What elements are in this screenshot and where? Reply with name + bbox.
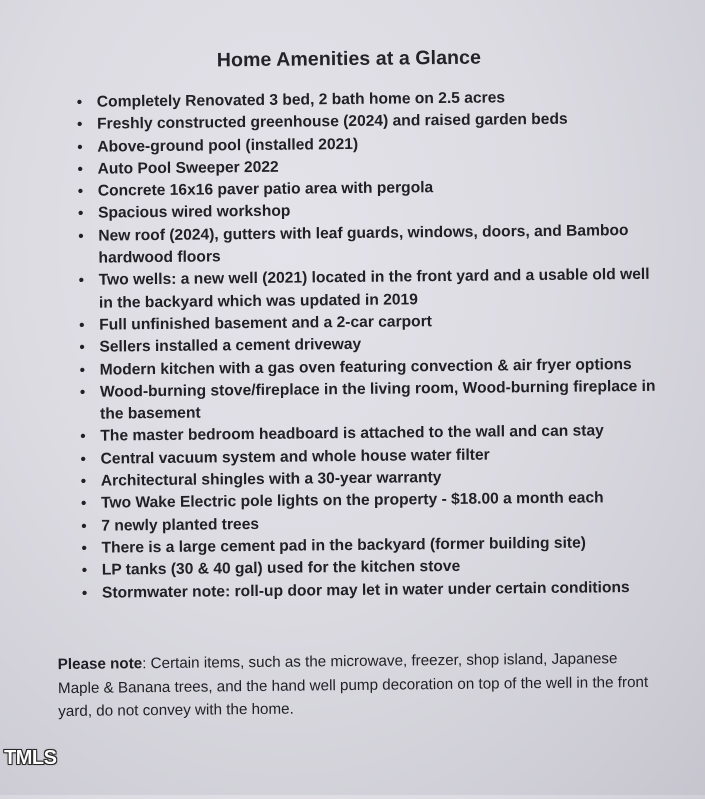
bullet-icon: • (79, 316, 85, 334)
list-item-text: LP tanks (30 & 40 gal) used for the kitchen stove (101, 558, 461, 579)
bullet-icon: • (80, 428, 86, 446)
bullet-icon: • (77, 205, 84, 223)
list-item-text: The master bedroom headboard is attached to the wall and can stay (100, 422, 604, 446)
bullet-icon: • (79, 383, 86, 401)
list-item-text: Two Wake Electric pole lights on the property - $18.00 a month each (100, 489, 604, 512)
list-item (76, 220, 656, 271)
list-item-text: Modern kitchen with a gas oven featuring convection & air fryer options (99, 355, 632, 379)
list-item-text: Auto Pool Sweeper 2022 (97, 158, 279, 178)
list-item-text: Wood-burning stove/fireplace in the living room, Wood-burning fireplace in the basement (99, 377, 656, 423)
list-item-text: Central vacuum system and whole house water filter (100, 446, 490, 468)
list-item-text: Above-ground pool (installed 2021) (97, 135, 359, 156)
tmls-watermark-logo: TMLS (4, 747, 57, 769)
list-item (78, 376, 658, 427)
list-item-text: There is a large cement pad in the backyard (former building site) (101, 534, 587, 557)
please-note-paragraph (58, 647, 659, 724)
note-label: Please note (57, 655, 143, 674)
bullet-icon: • (81, 561, 88, 580)
list-item-text: New roof (2024), gutters with leaf guards, windows, doors, and Bamboo hardwood floors (98, 221, 629, 267)
note-text: : Certain items, such as the microwave, freezer, shop island, Japanese Maple & Banana trees, and the hand well pump decoration on top of the well in the front yard, do not convey with the home. (57, 650, 649, 721)
bullet-icon: • (80, 495, 87, 513)
list-item-text: Sellers installed a cement driveway (99, 336, 362, 356)
list-item-text: Concrete 16x16 paver patio area with pergola (97, 179, 434, 200)
list-item-text: Stormwater note: roll-up door may let in water under certain conditions (101, 578, 630, 602)
list-item (77, 264, 657, 315)
list-item-text: Full unfinished basement and a 2-car carport (99, 313, 433, 334)
document-title: Home Amenities at a Glance (216, 46, 482, 72)
bullet-icon: • (79, 361, 86, 379)
list-item-text: 7 newly planted trees (101, 515, 260, 535)
bullet-icon: • (81, 539, 87, 557)
bullet-icon: • (78, 272, 85, 290)
bullet-icon: • (77, 182, 84, 201)
bullet-icon: • (78, 227, 84, 245)
bullet-icon: • (80, 472, 87, 490)
list-item-text: Completely Renovated 3 bed, 2 bath home on 2.5 acres (96, 89, 506, 111)
bullet-icon: • (76, 93, 83, 111)
bullet-icon: • (81, 584, 88, 602)
bullet-icon: • (81, 517, 87, 535)
list-item-text: Freshly constructed greenhouse (2024) and raised garden beds (97, 111, 568, 133)
list-item-text: Spacious wired workshop (97, 203, 291, 223)
list-item (80, 576, 660, 604)
bullet-icon: • (77, 116, 83, 134)
bullet-icon: • (77, 138, 83, 156)
bullet-icon: • (79, 339, 85, 357)
list-item-text: Architectural shingles with a 30-year warranty (100, 469, 442, 490)
bullet-icon: • (77, 160, 83, 178)
list-item-text: Two wells: a new well (2021) located in the front yard and a usable old well in the backyard which was updated in 2019 (98, 266, 650, 312)
amenities-list (75, 86, 660, 605)
bullet-icon: • (80, 450, 86, 468)
